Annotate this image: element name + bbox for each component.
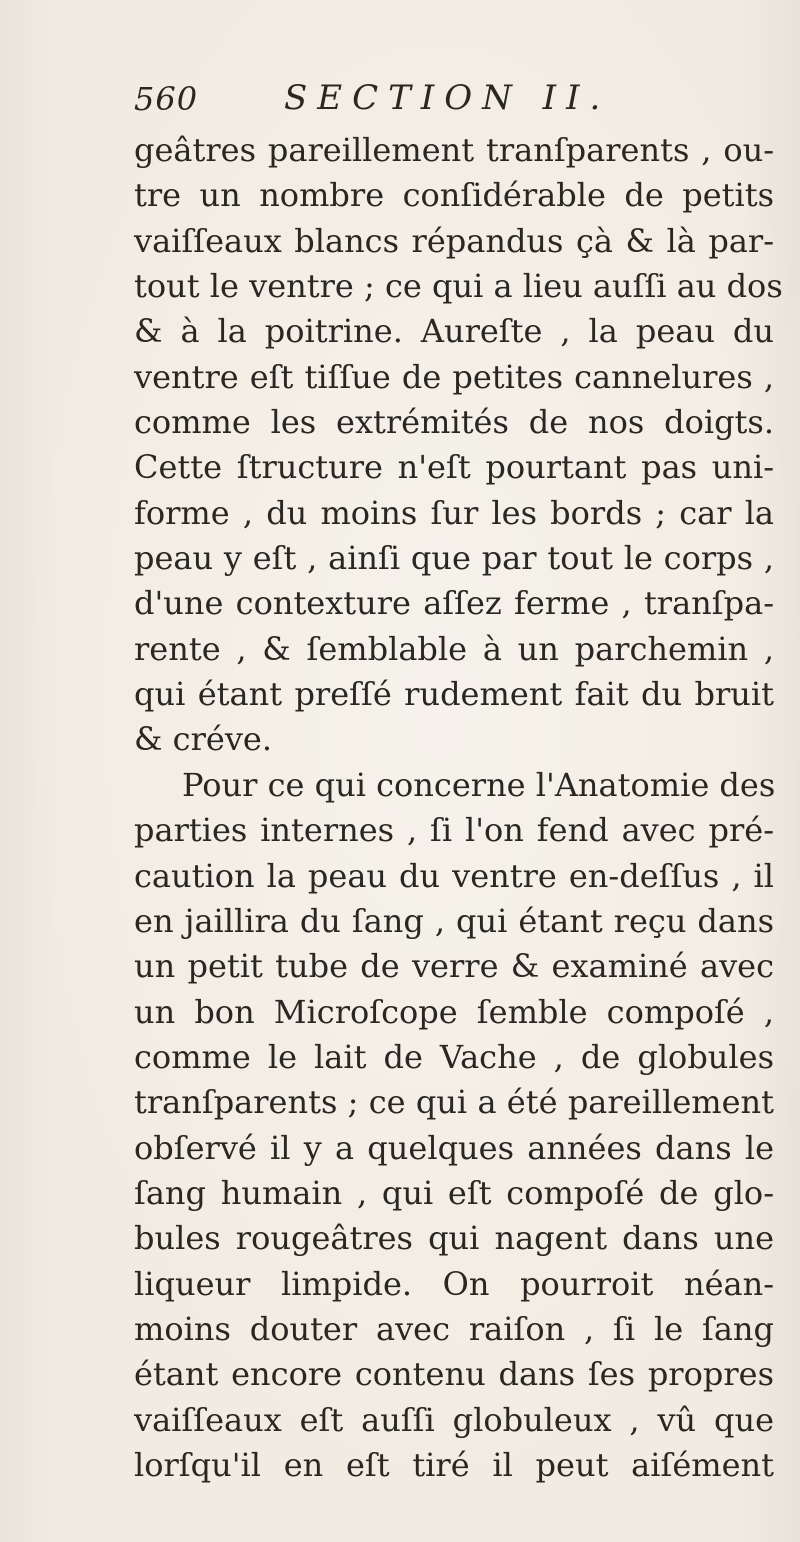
text-line: ventre eſt tiſſue de petites cannelures , [134,357,774,396]
text-line: tranſparents ; ce qui a été pareillement [134,1083,774,1122]
text-line: ſang humain , qui eſt compoſé de glo- [134,1173,774,1212]
text-line: parties internes , ſi l'on fend avec pré- [134,811,774,850]
text-line: vaiſſeaux eſt auſſi globuleux , vû que [134,1400,774,1439]
running-title: SECTION II. [284,78,611,118]
text-line: obſervé il y a quelques années dans le [134,1128,774,1167]
paragraph-start-line: Pour ce qui concerne l'Anatomie des [182,765,776,804]
text-line: un petit tube de verre & examiné avec [134,947,774,986]
paragraph-end-line: & créve. [134,720,272,759]
text-line: liqueur limpide. On pourroit néan- [134,1264,774,1303]
text-line: & à la poitrine. Aureſte , la peau du [134,312,774,351]
text-line: forme , du moins ſur les bords ; car la [134,493,774,532]
text-line: peau y eſt , ainſi que par tout le corps , [134,539,774,578]
text-line: en jaillira du ſang , qui étant reçu dans [134,901,774,940]
text-line: caution la peau du ventre en-deſſus , il [134,856,774,895]
page-header [134,72,774,132]
text-line: un bon Microſcope ſemble compoſé , [134,992,774,1031]
text-line: bules rougeâtres qui nagent dans une [134,1219,774,1258]
body-text [134,128,783,1488]
text-line: Cette ſtructure n'eſt pourtant pas uni- [134,448,774,487]
text-line: lorſqu'il en eſt tiré il peut aiſément [134,1445,774,1484]
text-line: tout le ventre ; ce qui a lieu auſſi au dos [134,267,783,306]
text-line: geâtres pareillement tranſparents , ou- [134,131,774,169]
text-line: moins douter avec raiſon , ſi le ſang [134,1309,774,1348]
text-line: étant encore contenu dans ſes propres [134,1355,774,1394]
text-line: qui étant preſſé rudement fait du bruit [134,675,774,714]
page-number: 560 [134,80,199,118]
text-line: tre un nombre conſidérable de petits [134,176,774,215]
text-line: comme les extrémités de nos doigts. [134,403,774,442]
text-line: rente , & ſemblable à un parchemin , [134,629,774,668]
text-line: vaiſſeaux blancs répandus çà & là par- [134,221,774,260]
text-line: d'une contexture aſſez ferme , tranſpa- [134,584,774,623]
text-line: comme le lait de Vache , de globules [134,1037,774,1076]
